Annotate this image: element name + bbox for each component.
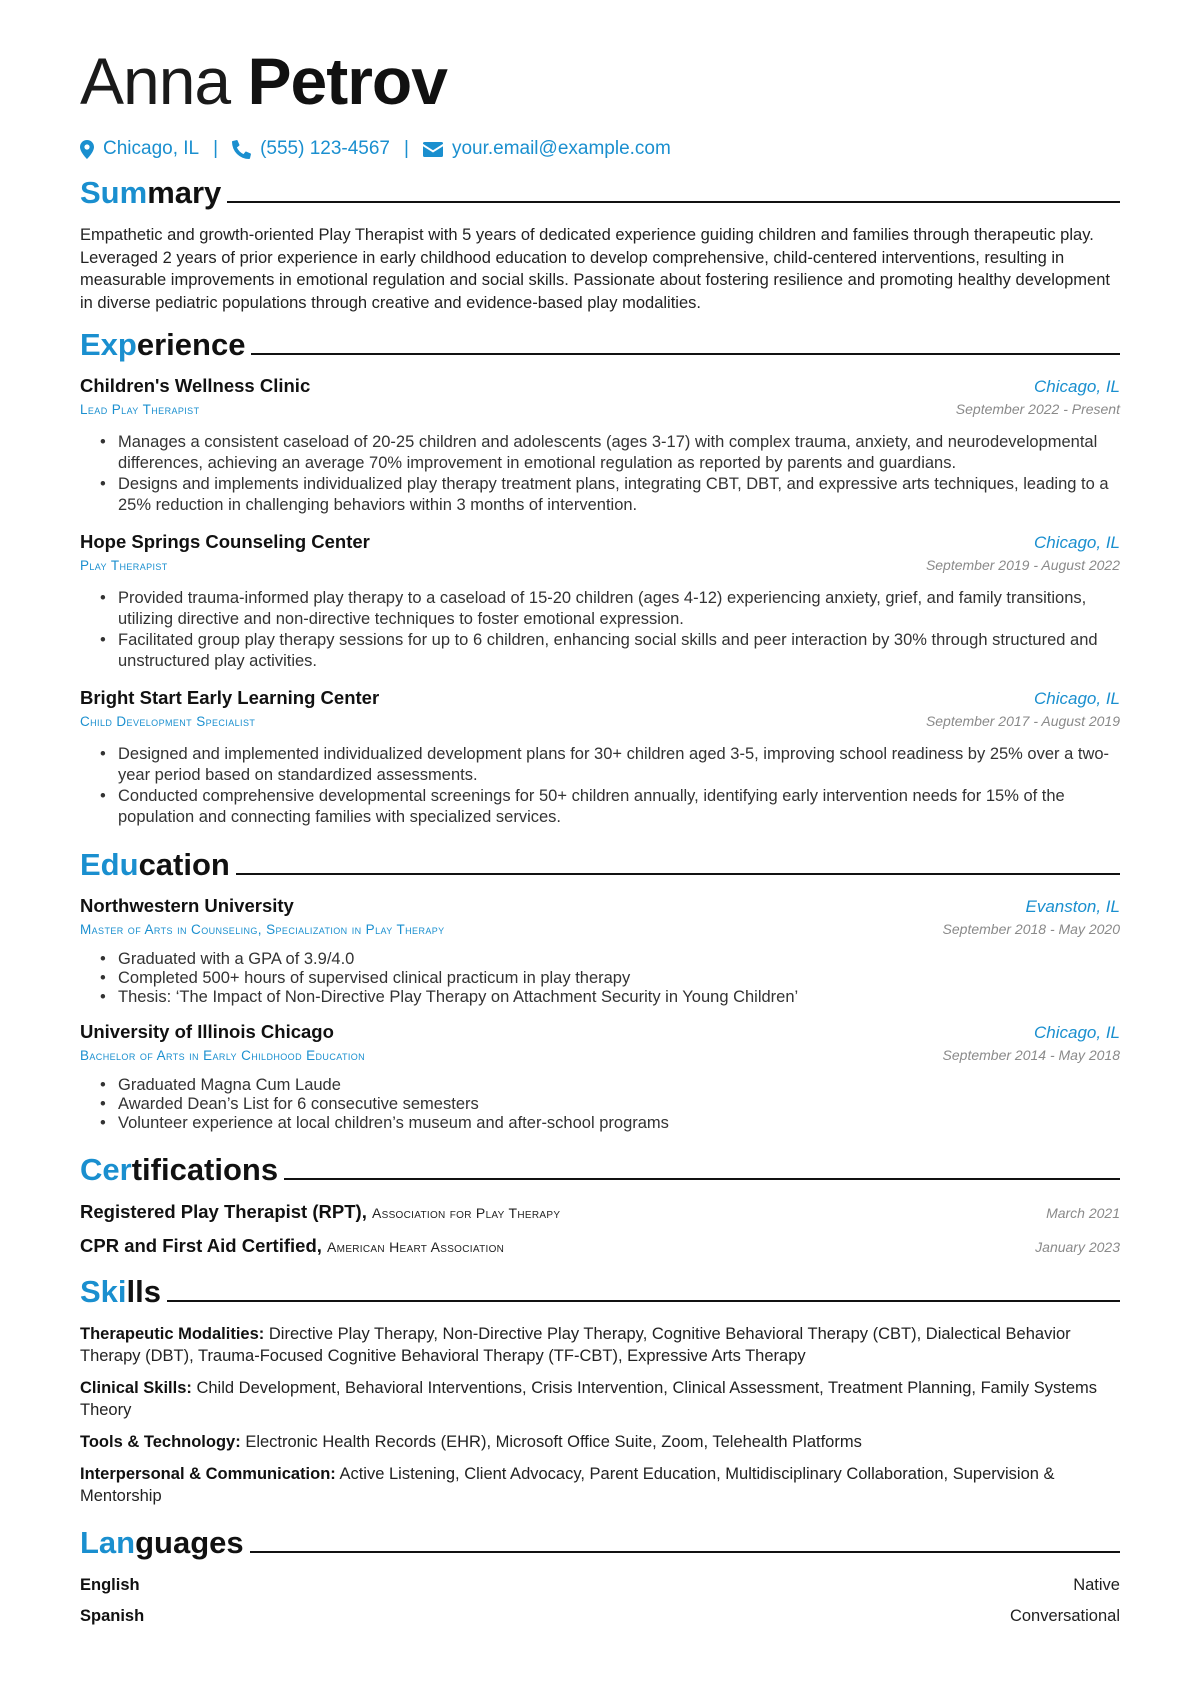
skill-group-label: Therapeutic Modalities: — [80, 1324, 265, 1343]
skills-list — [80, 1323, 1120, 1508]
skill-group-label: Clinical Skills: — [80, 1378, 192, 1397]
section-header — [80, 1269, 1120, 1311]
experience-list — [80, 374, 1120, 828]
envelope-icon — [423, 142, 443, 157]
phone-icon — [232, 140, 251, 159]
bullet-item: • Graduated with a GPA of 3.9/4.0 — [118, 950, 1120, 969]
skill-group — [80, 1377, 1120, 1422]
contact-separator: | — [404, 138, 409, 159]
bullet-list — [80, 1076, 1120, 1132]
languages-section — [80, 1520, 1120, 1627]
job-title: Lead Play Therapist — [80, 402, 200, 418]
skill-group — [80, 1463, 1120, 1508]
skill-group — [80, 1431, 1120, 1454]
section-title: Certifications — [80, 1151, 279, 1187]
language-entry — [80, 1574, 1120, 1596]
skill-group-label: Tools & Technology: — [80, 1432, 241, 1451]
entry-header-row — [80, 530, 1120, 555]
certification-comma: , — [361, 1200, 372, 1222]
certification-name: CPR and First Aid Certified — [80, 1234, 317, 1256]
section-title: Languages — [80, 1524, 244, 1560]
certification-list — [80, 1201, 1120, 1259]
skill-group-values: Electronic Health Records (EHR), Microsoft Office Suite, Zoom, Telehealth Platforms — [245, 1432, 862, 1451]
education-entry — [80, 894, 1120, 1006]
date-range: September 2018 - May 2020 — [942, 921, 1120, 938]
organization-name: Children's Wellness Clinic — [80, 375, 311, 397]
section-rule — [251, 353, 1120, 355]
bullet-item: • Thesis: ‘The Impact of Non-Directive Play Therapy on Attachment Security in Young Children’ — [118, 988, 1120, 1007]
degree-title: Master of Arts in Counseling, Specialization in Play Therapy — [80, 922, 445, 938]
entry-subheader-row — [80, 399, 1120, 420]
bullet-list — [80, 744, 1120, 828]
summary-text: Empathetic and growth-oriented Play Therapist with 5 years of dedicated experience guiding children and families through therapeutic play. Leveraged 2 years of prior experience in early childhood education to develop comprehensive, child-centered interventions, resulting in measurable improvements in emotional regulation and social skills. Passionate about fostering resilience and promoting healthy development in diverse pediatric populations through creative and evidence-based play modalities. — [80, 226, 1110, 312]
bullet-list — [80, 950, 1120, 1006]
bullet-item: • Designed and implemented individualized development plans for 30+ children aged 3-5, improving school readiness by 25% over a two-year period based on standardized assessments. — [118, 744, 1120, 786]
certification-date: March 2021 — [1046, 1204, 1120, 1221]
contact-email[interactable] — [423, 138, 671, 160]
languages-list — [80, 1574, 1120, 1627]
experience-section — [80, 322, 1120, 828]
certification-issuer: American Heart Association — [327, 1238, 505, 1255]
section-title: Education — [80, 847, 230, 883]
certification-date: January 2023 — [1035, 1238, 1120, 1255]
location: Evanston, IL — [1025, 897, 1120, 917]
skill-group-values: Active Listening, Client Advocacy, Parent Education, Multidisciplinary Collaboration, Supervision & Mentorship — [80, 1464, 1055, 1506]
contact-location — [80, 138, 199, 160]
map-pin-icon — [80, 140, 94, 159]
certifications-section — [80, 1147, 1120, 1259]
summary-section — [80, 170, 1120, 314]
language-name: Spanish — [80, 1606, 145, 1625]
section-rule — [227, 201, 1120, 203]
certification-comma: , — [316, 1234, 328, 1256]
bullet-item: • Manages a consistent caseload of 20-25 children and adolescents (ages 3-17) with complex trauma, anxiety, and neurodevelopmental differences, achieving an average 70% improvement in emotional regulation as reported by parents and guardians. — [118, 432, 1120, 474]
certification-title — [80, 1201, 560, 1223]
section-rule — [236, 873, 1120, 875]
skill-group-values: Directive Play Therapy, Non-Directive Play Therapy, Cognitive Behavioral Therapy (CBT), Dialectical Behavior Therapy (DBT), Trauma-Focused Cognitive Behavioral Therapy (TF-CBT), Expressive Arts Therapy — [80, 1324, 1071, 1366]
organization-name: Northwestern University — [80, 895, 294, 917]
location-text: Chicago, IL — [103, 138, 200, 159]
location: Chicago, IL — [1034, 689, 1120, 709]
contact-line — [80, 132, 1120, 166]
job-title: Play Therapist — [80, 558, 168, 574]
email-link[interactable]: your.email@example.com — [451, 138, 671, 159]
location: Chicago, IL — [1034, 1023, 1120, 1043]
job-entry — [80, 686, 1120, 828]
entry-subheader-row — [80, 711, 1120, 732]
entry-subheader-row — [80, 1045, 1120, 1066]
section-title: Skills — [80, 1273, 161, 1309]
entry-header-row — [80, 894, 1120, 919]
job-entry — [80, 530, 1120, 672]
entry-subheader-row — [80, 919, 1120, 940]
skill-group-values: Child Development, Behavioral Interventions, Crisis Intervention, Clinical Assessment, Treatment Planning, Family Systems Theory — [80, 1378, 1098, 1420]
section-header — [80, 842, 1120, 884]
certification-issuer: Association for Play Therapy — [371, 1204, 561, 1221]
candidate-name — [80, 40, 1120, 122]
contact-phone — [232, 138, 390, 160]
bullet-item: • Graduated Magna Cum Laude — [118, 1076, 1120, 1095]
skills-section — [80, 1269, 1120, 1508]
phone-text: (555) 123-4567 — [260, 138, 390, 159]
bullet-item: • Designs and implements individualized play therapy treatment plans, integrating CBT, DBT, and expressive arts techniques, leading to a 25% reduction in challenging behaviors within 3 months of intervention. — [118, 474, 1120, 516]
section-header — [80, 1520, 1120, 1562]
date-range: September 2014 - May 2018 — [942, 1047, 1120, 1064]
education-section — [80, 842, 1120, 1132]
certification-title — [80, 1235, 504, 1257]
certification-name: Registered Play Therapist (RPT) — [80, 1200, 362, 1222]
entry-header-row — [80, 374, 1120, 399]
first-name: Anna — [80, 44, 231, 118]
job-entry — [80, 374, 1120, 516]
education-entry — [80, 1020, 1120, 1132]
certification-entry — [80, 1201, 1120, 1225]
location: Chicago, IL — [1034, 533, 1120, 553]
section-header — [80, 322, 1120, 364]
bullet-item: • Volunteer experience at local children’s museum and after-school programs — [118, 1114, 1120, 1133]
date-range: September 2022 - Present — [955, 401, 1120, 418]
entry-header-row — [80, 686, 1120, 711]
date-range: September 2019 - August 2022 — [925, 557, 1120, 574]
last-name: Petrov — [247, 44, 447, 118]
section-header — [80, 170, 1120, 212]
entry-subheader-row — [80, 555, 1120, 576]
contact-separator: | — [213, 138, 219, 159]
bullet-list — [80, 588, 1120, 672]
entry-header-row — [80, 1020, 1120, 1045]
date-range: September 2017 - August 2019 — [925, 713, 1120, 730]
organization-name: University of Illinois Chicago — [80, 1021, 334, 1043]
bullet-item: • Awarded Dean’s List for 6 consecutive semesters — [118, 1095, 1120, 1114]
location: Chicago, IL — [1034, 377, 1120, 397]
section-title: Experience — [80, 327, 246, 363]
education-list — [80, 894, 1120, 1132]
section-rule — [284, 1178, 1120, 1180]
bullet-item: • Provided trauma-informed play therapy to a caseload of 15-20 children (ages 4-12) experiencing anxiety, grief, and family transitions, utilizing directive and non-directive techniques to foster emotional expression. — [118, 588, 1120, 630]
skill-group-label: Interpersonal & Communication: — [80, 1464, 336, 1483]
section-title: Summary — [80, 175, 222, 210]
language-name: English — [80, 1575, 140, 1594]
section-header — [80, 1147, 1120, 1189]
degree-title: Bachelor of Arts in Early Childhood Education — [80, 1048, 366, 1064]
language-entry — [80, 1605, 1120, 1627]
organization-name: Hope Springs Counseling Center — [80, 531, 370, 553]
language-level: Native — [1073, 1575, 1120, 1594]
section-rule — [167, 1300, 1120, 1302]
skill-group — [80, 1323, 1120, 1368]
certification-entry — [80, 1235, 1120, 1259]
language-level: Conversational — [1009, 1606, 1120, 1625]
bullet-list — [80, 432, 1120, 516]
job-title: Child Development Specialist — [80, 714, 256, 730]
section-rule — [250, 1551, 1120, 1553]
bullet-item: • Facilitated group play therapy sessions for up to 6 children, enhancing social skills and peer interaction by 30% through structured and unstructured play activities. — [118, 630, 1120, 672]
bullet-item: • Completed 500+ hours of supervised clinical practicum in play therapy — [118, 969, 1120, 988]
organization-name: Bright Start Early Learning Center — [80, 687, 380, 709]
bullet-item: • Conducted comprehensive developmental screenings for 50+ children annually, identifying early intervention needs for 15% of the population and connecting families with specialized services. — [118, 786, 1120, 828]
